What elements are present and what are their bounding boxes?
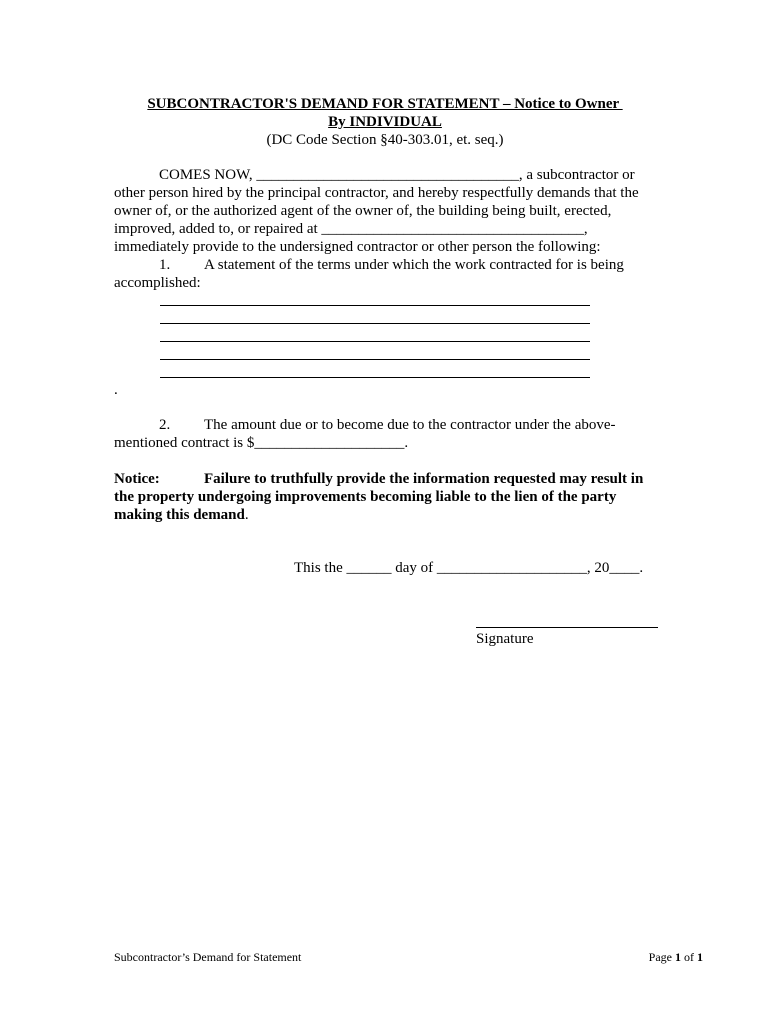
signature-line[interactable] bbox=[476, 627, 658, 628]
notice-bold-end: making this demand bbox=[114, 507, 245, 523]
terms-blank-line[interactable] bbox=[160, 305, 590, 306]
document-subtitle: By INDIVIDUAL bbox=[328, 114, 442, 130]
page-total: 1 bbox=[697, 950, 703, 964]
paragraph-line: owner of, or the authorized agent of the owner of, the building being built, erected, bbox=[114, 203, 612, 219]
paragraph-line: COMES NOW, ___________________________________, a subcontractor or bbox=[159, 167, 635, 183]
notice-text: the property undergoing improvements becoming liable to the lien of the party bbox=[114, 489, 617, 505]
page-current: 1 bbox=[675, 950, 681, 964]
paragraph-line: other person hired by the principal contractor, and hereby respectfully demands that the bbox=[114, 185, 639, 201]
page-number bbox=[649, 950, 703, 964]
terms-blank-line[interactable] bbox=[160, 359, 590, 360]
terms-blank-line[interactable] bbox=[160, 341, 590, 342]
page-prefix: Page bbox=[648, 950, 675, 964]
item-text: accomplished: bbox=[114, 275, 201, 291]
page-of: of bbox=[681, 950, 697, 964]
document-title: SUBCONTRACTOR'S DEMAND FOR STATEMENT – Notice to Owner bbox=[147, 96, 623, 112]
notice-label: Notice: bbox=[114, 471, 160, 487]
notice-period: . bbox=[244, 507, 249, 523]
date-line: This the ______ day of ____________________, 20____. bbox=[294, 560, 644, 576]
stray-period: . bbox=[114, 382, 118, 398]
item-text: mentioned contract is $____________________. bbox=[114, 435, 409, 451]
notice-text: Failure to truthfully provide the information requested may result in bbox=[204, 471, 644, 487]
paragraph-line: immediately provide to the undersigned contractor or other person the following: bbox=[114, 239, 601, 255]
terms-blank-line[interactable] bbox=[160, 377, 590, 378]
item-text: The amount due or to become due to the contractor under the above- bbox=[204, 417, 616, 433]
statute-citation: (DC Code Section §40-303.01, et. seq.) bbox=[266, 132, 504, 148]
paragraph-line: improved, added to, or repaired at ___________________________________, bbox=[114, 221, 588, 237]
item-number: 1. bbox=[159, 257, 171, 273]
item-text: A statement of the terms under which the work contracted for is being bbox=[204, 257, 624, 273]
item-number: 2. bbox=[159, 417, 171, 433]
signature-label: Signature bbox=[476, 631, 534, 647]
footer-title: Subcontractor’s Demand for Statement bbox=[114, 950, 302, 964]
terms-blank-line[interactable] bbox=[160, 323, 590, 324]
notice-text bbox=[114, 506, 249, 524]
